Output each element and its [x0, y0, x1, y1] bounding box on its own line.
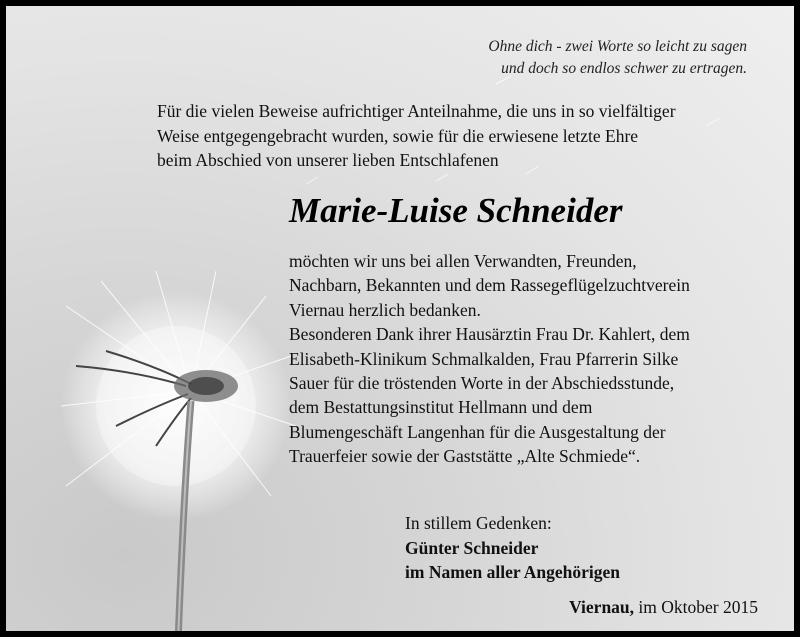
intro-line-1: Für die vielen Beweise aufrichtiger Anteilnahme, die uns in so vielfältiger	[157, 101, 676, 121]
thanks-line: Elisabeth-Klinikum Schmalkalden, Frau Pfarrerin Silke	[289, 348, 679, 369]
intro-line-2: Weise entgegengebracht wurden, sowie für die erwiesene letzte Ehre	[157, 125, 639, 146]
signature-intro: In stillem Gedenken:	[405, 513, 552, 533]
signature-name: Günter Schneider	[405, 537, 539, 558]
intro-line-3: beim Abschied von unserer lieben Entschlafenen	[157, 150, 499, 170]
thanks-paragraph	[289, 249, 789, 469]
quote-line-1: Ohne dich - zwei Worte so leicht zu sagen	[488, 38, 747, 55]
date: im Oktober 2015	[638, 597, 758, 617]
thanks-line: Sauer für die tröstenden Worte in der Abschiedsstunde,	[289, 373, 675, 394]
thanks-line: möchten wir uns bei allen Verwandten, Freunden,	[289, 251, 637, 271]
thanks-line: Nachbarn, Bekannten und dem Rassegeflügelzuchtverein	[289, 275, 690, 296]
signature-family: im Namen aller Angehörigen	[405, 562, 621, 582]
thanks-line: dem Bestattungsinstitut Hellmann und dem	[289, 397, 593, 418]
thanks-line: Trauerfeier sowie der Gaststätte „Alte Schmiede“.	[289, 446, 641, 467]
memorial-quote	[347, 36, 747, 80]
deceased-name: Marie-Luise Schneider	[289, 191, 623, 230]
thanks-line: Viernau herzlich bedanken.	[289, 299, 481, 320]
quote-line-2: und doch so endlos schwer zu ertragen.	[501, 60, 747, 77]
intro-paragraph	[157, 99, 797, 173]
place: Viernau,	[569, 597, 635, 617]
thanks-line: Blumengeschäft Langenhan für die Ausgestaltung der	[289, 421, 666, 442]
place-date	[358, 595, 758, 619]
thanks-line: Besonderen Dank ihrer Hausärztin Frau Dr. Kahlert, dem	[289, 324, 690, 345]
signature-block	[405, 511, 785, 585]
